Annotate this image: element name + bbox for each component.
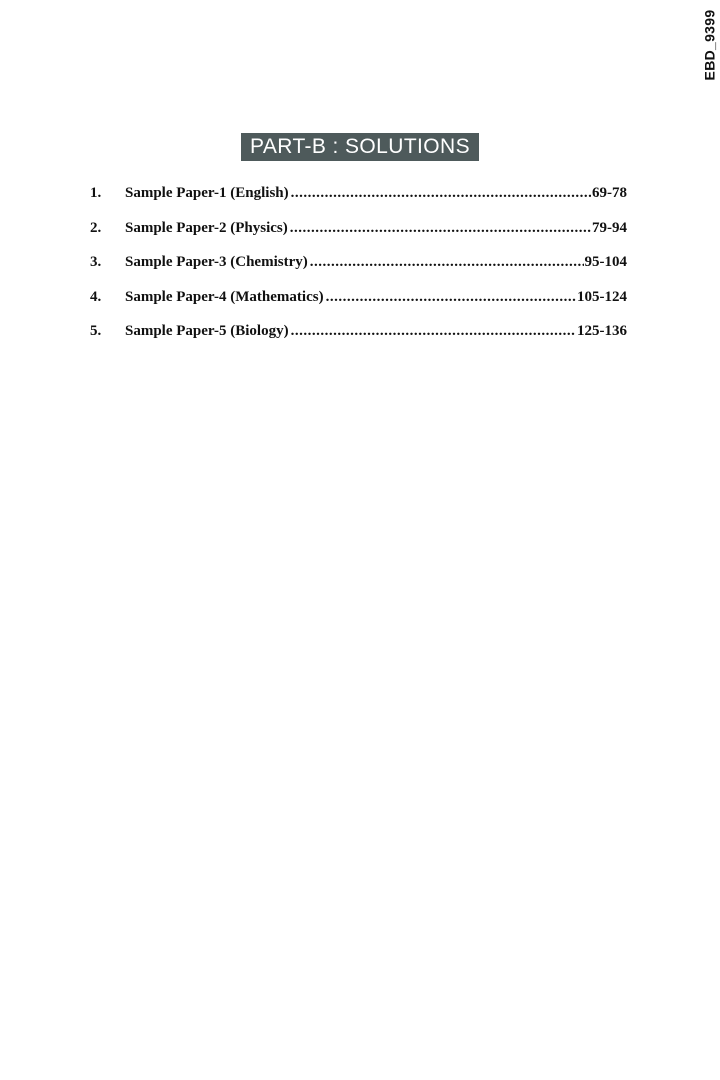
toc-dot-leader	[291, 321, 576, 341]
toc-item-2[interactable]	[90, 218, 627, 253]
toc-dot-leader	[291, 183, 591, 203]
toc-item-number: 1.	[90, 185, 102, 201]
side-code-label	[698, 0, 720, 90]
toc-item-pages: 79-94	[592, 219, 627, 236]
toc-item-body	[125, 218, 627, 238]
toc-item-pages: 95-104	[584, 254, 627, 270]
toc-item-number: 4.	[90, 288, 102, 305]
toc-item-body	[125, 287, 627, 307]
toc-item-title: Sample Paper-1 (English)	[125, 185, 289, 201]
toc-item-body	[125, 321, 627, 341]
toc-item-pages: 125-136	[577, 323, 627, 339]
part-heading: PART-B : SOLUTIONS	[241, 133, 479, 161]
side-code-text: EBD_9399	[701, 9, 718, 81]
toc-item-1[interactable]	[90, 183, 627, 218]
toc-item-title: Sample Paper-5 (Biology)	[125, 323, 289, 339]
table-of-contents	[90, 183, 627, 356]
toc-dot-leader	[326, 287, 576, 307]
toc-item-title: Sample Paper-4 (Mathematics)	[125, 288, 324, 305]
toc-item-4[interactable]	[90, 287, 627, 322]
toc-dot-leader	[310, 252, 584, 272]
toc-item-3[interactable]	[90, 252, 627, 287]
toc-item-number: 3.	[90, 254, 102, 270]
toc-item-pages: 105-124	[577, 288, 627, 305]
toc-item-title: Sample Paper-3 (Chemistry)	[125, 254, 308, 270]
toc-item-5[interactable]	[90, 321, 627, 356]
toc-item-number: 2.	[90, 219, 102, 236]
toc-item-pages: 69-78	[592, 185, 627, 201]
toc-item-number: 5.	[90, 323, 102, 339]
toc-item-body	[125, 183, 627, 203]
toc-item-body	[125, 252, 627, 272]
toc-item-title: Sample Paper-2 (Physics)	[125, 219, 288, 236]
toc-dot-leader	[290, 218, 591, 238]
